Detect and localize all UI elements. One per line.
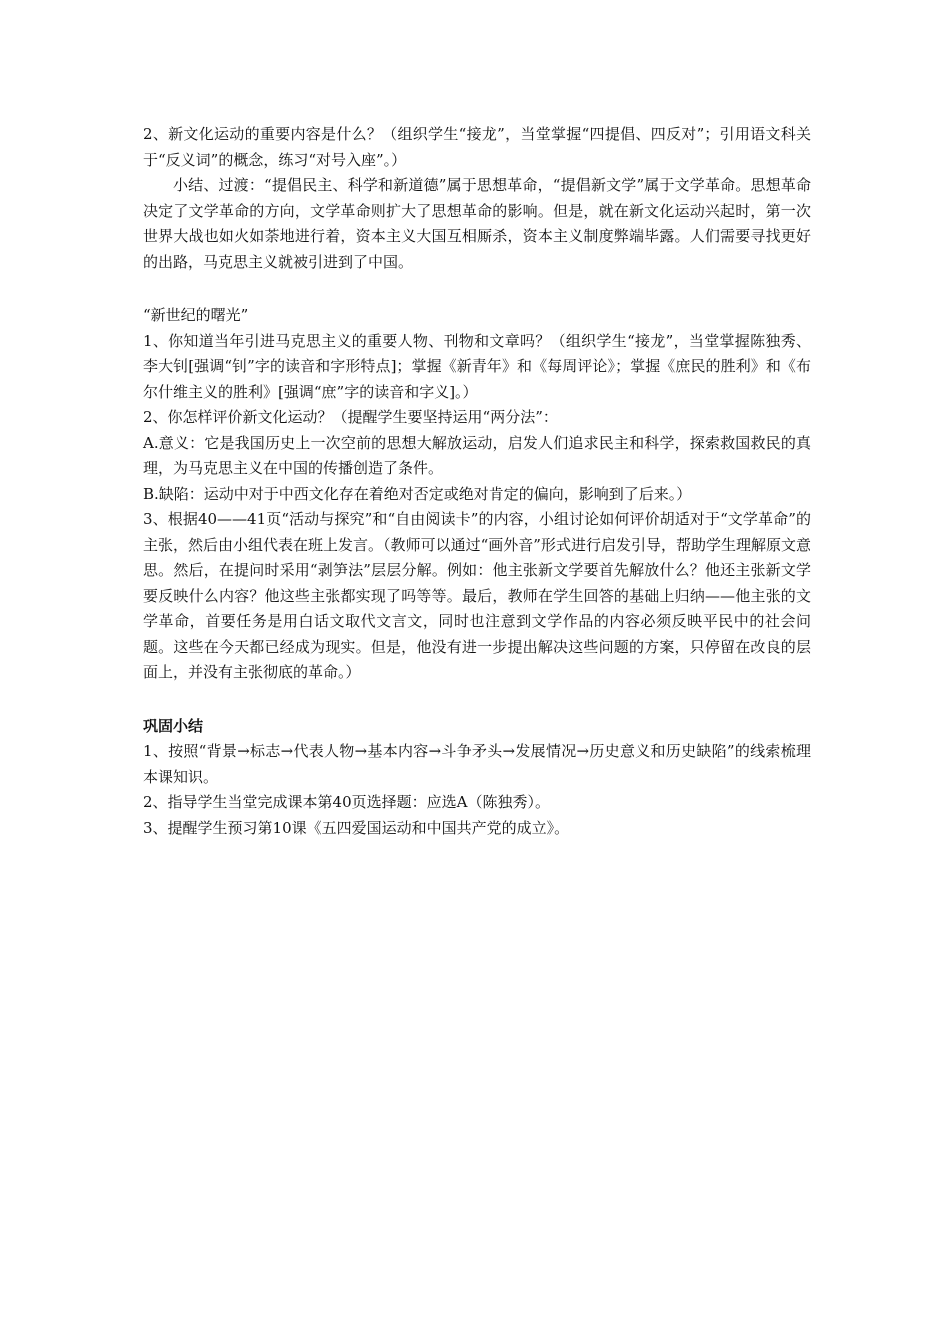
paragraph-question-evaluate: 2、你怎样评价新文化运动？（提醒学生要坚持运用“两分法”： xyxy=(143,408,558,426)
paragraph-summary-1: 1、按照“背景→标志→代表人物→基本内容→斗争矛头→发展情况→历史意义和历史缺陷”的线索梳理本课知识。 xyxy=(143,742,811,786)
paragraph-summary-2: 2、指导学生当堂完成课本第40页选择题：应选A（陈独秀）。 xyxy=(143,793,550,811)
spacer xyxy=(143,686,811,714)
paragraph-significance: A.意义：它是我国历史上一次空前的思想大解放运动，启发人们追求民主和科学，探索救国救民的真理，为马克思主义在中国的传播创造了条件。 xyxy=(143,433,811,477)
spacer xyxy=(143,275,811,303)
section-title-consolidation: 巩固小结 xyxy=(143,716,204,735)
document-page xyxy=(143,122,811,841)
paragraph-summary-transition: 小结、过渡：“提倡民主、科学和新道德”属于思想革命，“提倡新文学”属于文学革命。思想革命决定了文学革命的方向，文学革命则扩大了思想革命的影响。但是，就在新文化运动兴起时，第一次世界大战也如火如荼地进行着，资本主义大国互相厮杀，资本主义制度弊端毕露。人们需要寻找更好的出路，马克思主义就被引进到了中国。 xyxy=(143,176,811,271)
paragraph-question-1: 1、你知道当年引进马克思主义的重要人物、刊物和文章吗？（组织学生“接龙”，当堂掌握陈独秀、李大钊[强调“钊”字的读音和字形特点]；掌握《新青年》和《每周评论》；掌握《庶民的胜利》和《布尔什维主义的胜利》[强调“庶”字的读音和字义]。） xyxy=(143,331,811,401)
paragraph-summary-3: 3、提醒学生预习第10课《五四爱国运动和中国共产党的成立》。 xyxy=(143,818,570,837)
paragraph-question-3: 3、根据40——41页“活动与探究”和“自由阅读卡”的内容，小组讨论如何评价胡适对于“文学革命”的主张，然后由小组代表在班上发言。（教师可以通过“画外音”形式进行启发引导，帮助学生理解原文意思。然后，在提问时采用“剥笋法”层层分解。例如：他主张新文学要首先解放什么？他还主张新文学要反映什么内容？他这些主张都实现了吗等等。最后，教师在学生回答的基础上归纳——他主张的文学革命，首要任务是用白话文取代文言文，同时也注意到文学作品的内容必须反映平民中的社会问题。这些在今天都已经成为现实。但是，他没有进一步提出解决这些问题的方案，只停留在改良的层面上，并没有主张彻底的革命。） xyxy=(143,510,811,681)
section-title-new-century: “新世纪的曙光” xyxy=(143,306,249,324)
paragraph-question-2: 2、新文化运动的重要内容是什么？（组织学生“接龙”，当堂掌握“四提倡、四反对”；引用语文科关于“反义词”的概念，练习“对号入座”。） xyxy=(143,125,811,169)
paragraph-defect: B.缺陷：运动中对于中西文化存在着绝对否定或绝对肯定的偏向，影响到了后来。） xyxy=(143,484,692,503)
